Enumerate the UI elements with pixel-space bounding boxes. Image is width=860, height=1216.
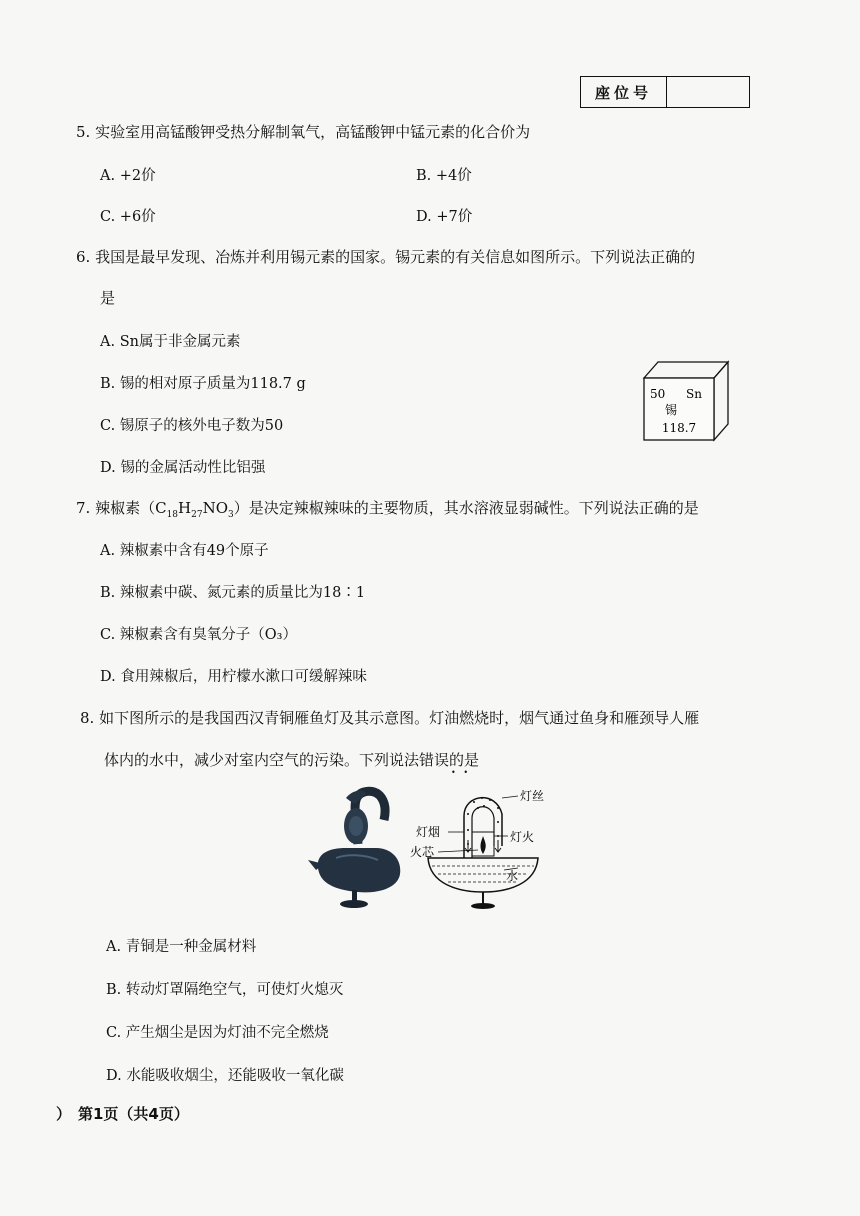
q7-sub-h: 27 <box>191 510 203 520</box>
q5-option-d: D. +7价 <box>416 209 473 225</box>
q8-option-a: A. 青铜是一种金属材料 <box>106 939 257 955</box>
q8-option-c: C. 产生烟尘是因为灯油不完全燃烧 <box>106 1025 329 1041</box>
footer-bracket: ） <box>56 1105 72 1123</box>
q8-option-d: D. 水能吸收烟尘，还能吸收一氧化碳 <box>106 1068 344 1084</box>
q7-stem-post: ）是决定辣椒辣味的主要物质，其水溶液显弱碱性。下列说法正确的是 <box>233 499 699 517</box>
question-8-stem-line1: 8. 如下图所示的是我国西汉青铜雁鱼灯及其示意图。灯油燃烧时，烟气通过鱼身和雁颈导人雁 <box>80 709 700 727</box>
q7-sub-o: 3 <box>228 510 234 520</box>
question-7-stem <box>76 497 699 520</box>
q7-sub-c: 18 <box>166 510 179 520</box>
q7-option-b: B. 辣椒素中碳、氮元素的质量比为18∶1 <box>100 585 366 601</box>
q7-option-d: D. 食用辣椒后，用柠檬水漱口可缓解辣味 <box>100 669 367 685</box>
q5-option-b: B. +4价 <box>416 168 472 184</box>
q5-option-a: A. +2价 <box>100 168 156 184</box>
emphasis-dots: • • <box>451 768 469 777</box>
question-6-stem-line1: 6. 我国是最早发现、冶炼并利用锡元素的国家。锡元素的有关信息如图所示。下列说法正确的 <box>76 248 696 266</box>
label-lamp-wick-filament: 灯丝 <box>520 789 545 803</box>
q7-stem-no: NO <box>202 499 228 517</box>
question-6-stem-line2: 是 <box>100 289 116 307</box>
bronze-lamp-photo <box>306 786 406 910</box>
q7-option-c: C. 辣椒素含有臭氧分子（O₃） <box>100 627 297 643</box>
element-name: 锡 <box>664 403 678 417</box>
seat-number-label: 座位号 <box>581 77 667 107</box>
q6-option-c: C. 锡原子的核外电子数为50 <box>100 418 284 434</box>
element-atomic-mass: 118.7 <box>661 421 697 435</box>
label-lamp-flame: 灯火 <box>510 830 535 844</box>
label-lamp-smoke: 灯烟 <box>416 825 441 839</box>
page-number: 第1页（共4页） <box>78 1105 189 1123</box>
label-wick-core: 火芯 <box>410 845 435 859</box>
q5-option-c: C. +6价 <box>100 209 156 225</box>
q7-stem-pre: 7. 辣椒素（C <box>76 499 167 517</box>
q7-stem-h: H <box>178 499 192 517</box>
element-symbol: Sn <box>686 387 702 401</box>
question-8-stem-line2: 体内的水中，减少对室内空气的污染。下列说法错误的是 <box>104 751 480 769</box>
element-atomic-number: 50 <box>650 387 666 401</box>
q6-option-d: D. 锡的金属活动性比铝强 <box>100 460 266 476</box>
question-5-stem: 5. 实验室用高锰酸钾受热分解制氧气，高锰酸钾中锰元素的化合价为 <box>76 123 531 141</box>
q6-option-a: A. Sn属于非金属元素 <box>100 334 241 350</box>
lamp-schematic-diagram <box>408 786 558 912</box>
q7-option-a: A. 辣椒素中含有49个原子 <box>100 543 269 559</box>
label-water: 水 <box>506 869 519 883</box>
q8-option-b: B. 转动灯罩隔绝空气，可使灯火熄灭 <box>106 982 344 998</box>
tin-element-card <box>636 356 736 446</box>
seat-number-field[interactable] <box>667 77 749 107</box>
seat-number-box <box>580 76 750 108</box>
q6-option-b: B. 锡的相对原子质量为118.7 g <box>100 376 306 392</box>
